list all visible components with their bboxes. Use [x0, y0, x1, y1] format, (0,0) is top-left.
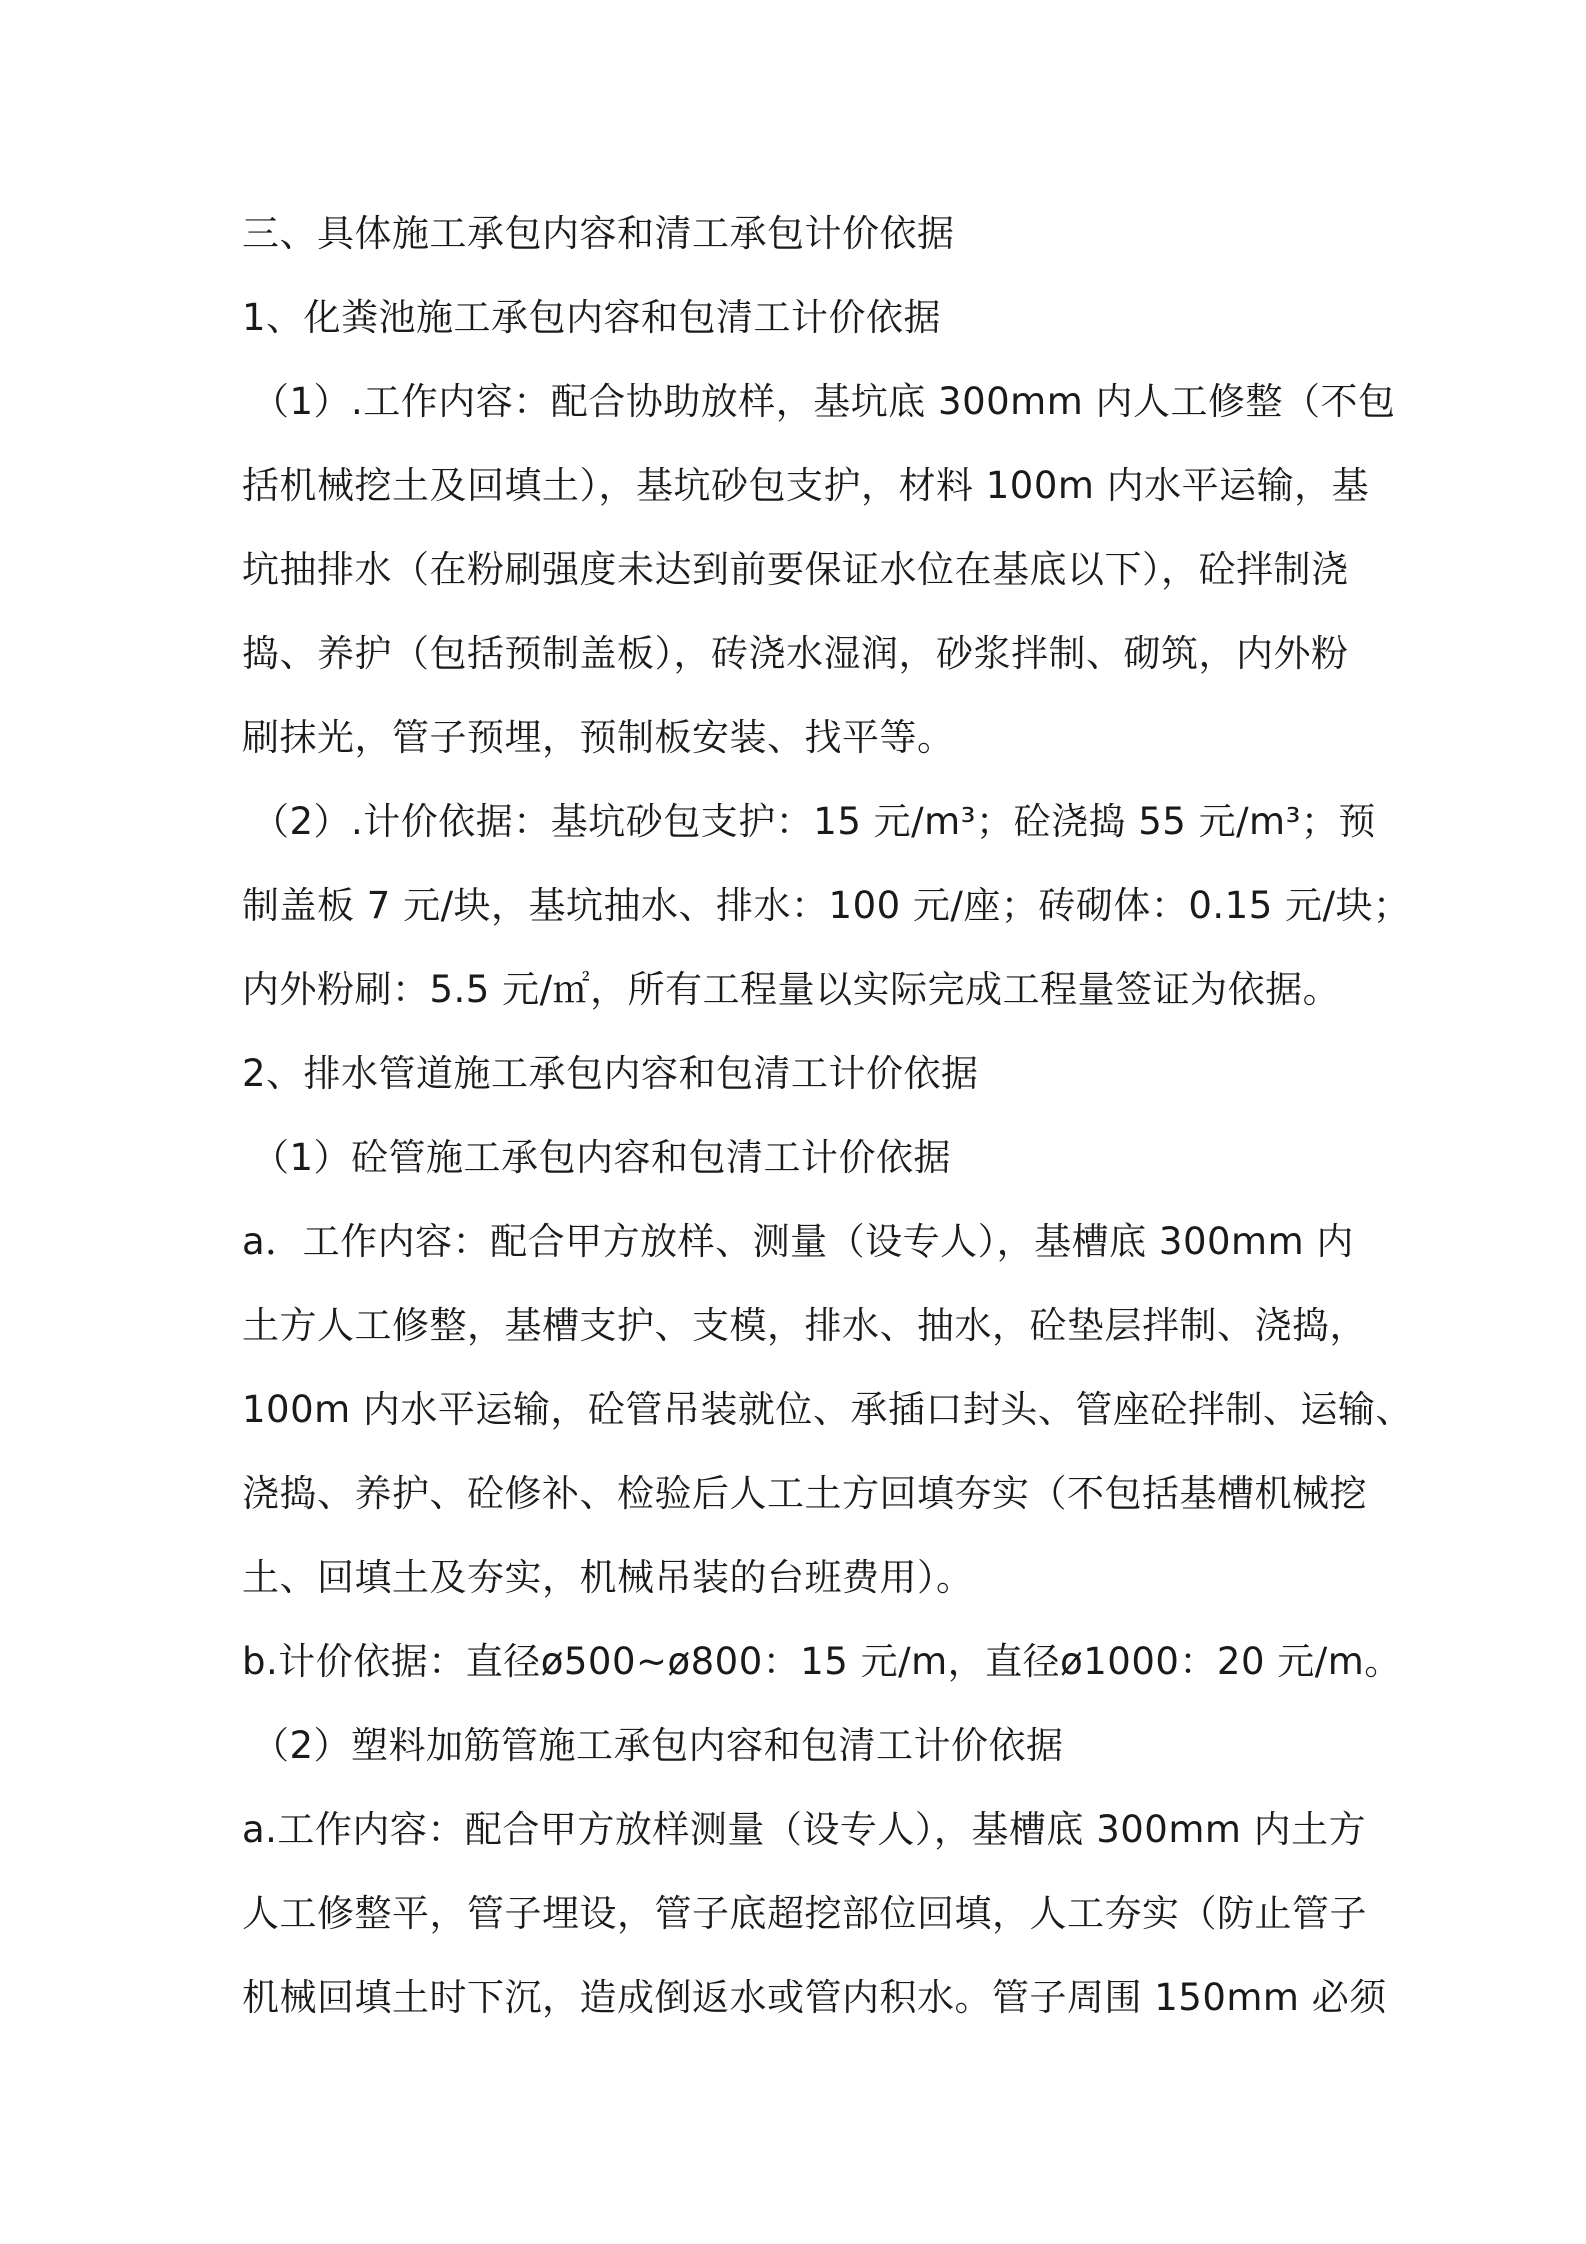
section-heading: 三、具体施工承包内容和清工承包计价依据 [242, 212, 955, 255]
sub-item-heading: （2）塑料加筋管施工承包内容和包清工计价依据 [252, 1724, 1064, 1767]
paragraph-line: 土、回填土及夯实，机械吊装的台班费用）。 [242, 1556, 974, 1599]
paragraph-line: 人工修整平，管子埋设，管子底超挖部位回填，人工夯实（防止管子 [242, 1892, 1367, 1935]
sub-item-heading: （1）砼管施工承包内容和包清工计价依据 [252, 1136, 952, 1179]
paragraph-line: 内外粉刷：5.5 元/㎡，所有工程量以实际完成工程量签证为依据。 [242, 968, 1341, 1011]
paragraph-line: 100m 内水平运输，砼管吊装就位、承插口封头、管座砼拌制、运输、 [242, 1388, 1413, 1431]
paragraph-line: b.计价依据：直径ø500~ø800：15 元/m，直径ø1000：20 元/m。 [242, 1640, 1402, 1683]
paragraph-line: 捣、养护（包括预制盖板），砖浇水湿润，砂浆拌制、砌筑，内外粉 [242, 632, 1349, 675]
paragraph-line: （1）.工作内容：配合协助放样，基坑底 300mm 内人工修整（不包 [252, 380, 1396, 423]
paragraph-line: 坑抽排水（在粉刷强度未达到前要保证水位在基底以下），砼拌制浇 [242, 548, 1349, 591]
paragraph-line: 括机械挖土及回填土），基坑砂包支护，材料 100m 内水平运输，基 [242, 464, 1370, 507]
paragraph-line: 制盖板 7 元/块，基坑抽水、排水：100 元/座；砖砌体：0.15 元/块； [242, 884, 1411, 927]
paragraph-line: a.工作内容：配合甲方放样测量（设专人），基槽底 300mm 内土方 [242, 1808, 1367, 1851]
paragraph-line: 土方人工修整，基槽支护、支模，排水、抽水，砼垫层拌制、浇捣， [242, 1304, 1367, 1347]
paragraph-line: 浇捣、养护、砼修补、检验后人工土方回填夯实（不包括基槽机械挖 [242, 1472, 1367, 1515]
paragraph-line: a．工作内容：配合甲方放样、测量（设专人），基槽底 300mm 内 [242, 1220, 1354, 1263]
paragraph-line: 刷抹光，管子预埋，预制板安装、找平等。 [242, 716, 955, 759]
subsection-heading: 2、排水管道施工承包内容和包清工计价依据 [242, 1052, 979, 1095]
paragraph-line: （2）.计价依据：基坑砂包支护：15 元/m³；砼浇捣 55 元/m³；预 [252, 800, 1376, 843]
paragraph-line: 机械回填土时下沉，造成倒返水或管内积水。管子周围 150mm 必须 [242, 1976, 1387, 2019]
subsection-heading: 1、化粪池施工承包内容和包清工计价依据 [242, 296, 942, 339]
document-body [242, 192, 1413, 2040]
